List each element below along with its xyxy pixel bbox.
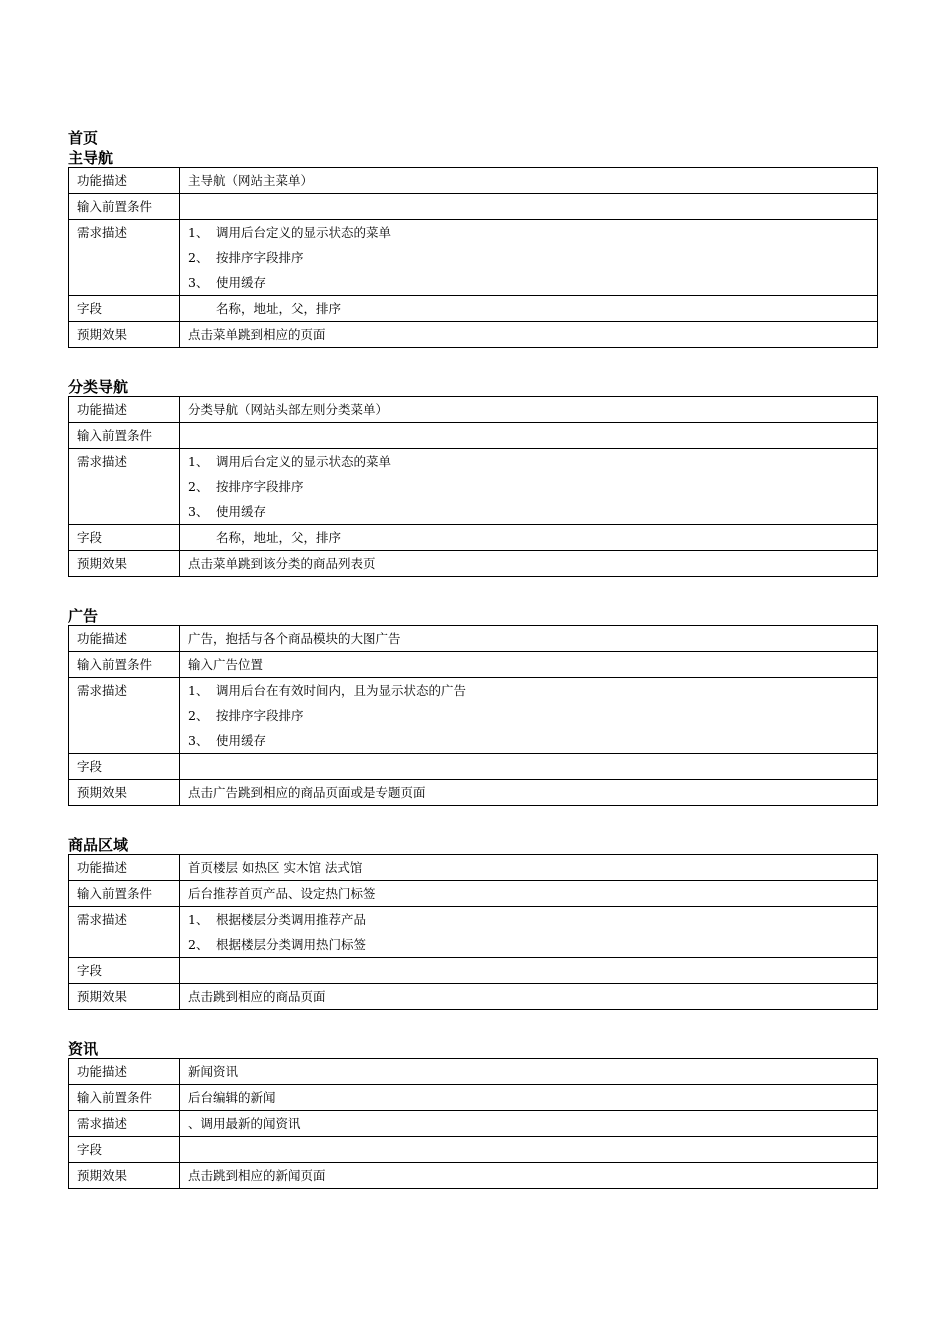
row-label: 输入前置条件 xyxy=(69,423,180,449)
requirement-item-number: 2、 xyxy=(188,708,209,723)
section-title: 广告 xyxy=(68,607,99,625)
expected-effect-row xyxy=(69,551,878,577)
row-label: 预期效果 xyxy=(69,780,180,806)
row-value xyxy=(180,194,878,220)
row-value xyxy=(180,322,878,348)
expected-effect-row xyxy=(69,984,878,1010)
requirement-item xyxy=(188,499,869,524)
row-label: 字段 xyxy=(69,525,180,551)
requirement-item-text: 使用缓存 xyxy=(216,504,267,519)
spec-section xyxy=(68,377,878,577)
requirement-item-number: 1、 xyxy=(188,225,209,240)
requirement-item-text: 调用后台在有效时间内，且为显示状态的广告 xyxy=(216,683,467,698)
row-label: 预期效果 xyxy=(69,551,180,577)
row-value xyxy=(180,1059,878,1085)
function-description-row xyxy=(69,626,878,652)
row-label: 预期效果 xyxy=(69,984,180,1010)
requirement-row xyxy=(69,220,878,296)
expected-effect-row xyxy=(69,780,878,806)
requirement-item-number: 2、 xyxy=(188,937,209,952)
requirement-item xyxy=(188,474,869,499)
field-row xyxy=(69,958,878,984)
expected-effect-row xyxy=(69,1163,878,1189)
spec-table xyxy=(68,167,878,348)
row-value xyxy=(180,551,878,577)
row-value xyxy=(180,652,878,678)
row-label: 预期效果 xyxy=(69,322,180,348)
requirement-item xyxy=(188,907,869,932)
row-label: 输入前置条件 xyxy=(69,1085,180,1111)
precondition-row xyxy=(69,881,878,907)
requirement-item-number: 3、 xyxy=(188,733,209,748)
requirement-item xyxy=(188,1111,869,1136)
row-label: 需求描述 xyxy=(69,449,180,525)
function-description-row xyxy=(69,168,878,194)
row-value xyxy=(180,626,878,652)
row-value-text: 名称，地址，父，排序 xyxy=(216,530,342,545)
field-row xyxy=(69,525,878,551)
requirement-item xyxy=(188,728,869,753)
row-label: 字段 xyxy=(69,1137,180,1163)
row-value-text: 首页楼层 如热区 实木馆 法式馆 xyxy=(188,860,363,875)
requirement-item-text: 、调用最新的闻资讯 xyxy=(188,1116,301,1131)
requirement-row xyxy=(69,449,878,525)
row-value-text: 点击广告跳到相应的商品页面或是专题页面 xyxy=(188,785,426,800)
requirement-item xyxy=(188,932,869,957)
section-gap xyxy=(68,1010,878,1039)
row-label: 预期效果 xyxy=(69,1163,180,1189)
requirement-item xyxy=(188,678,869,703)
requirement-item-text: 按排序字段排序 xyxy=(216,708,304,723)
row-value-text xyxy=(188,1142,216,1157)
requirement-item-number: 3、 xyxy=(188,275,209,290)
row-label: 功能描述 xyxy=(69,855,180,881)
row-value-text: 名称，地址，父，排序 xyxy=(216,301,342,316)
row-label: 需求描述 xyxy=(69,220,180,296)
row-value xyxy=(180,423,878,449)
requirement-item xyxy=(188,245,869,270)
section-title: 分类导航 xyxy=(68,378,129,396)
row-label: 字段 xyxy=(69,754,180,780)
spec-table xyxy=(68,396,878,577)
requirement-item-text: 根据楼层分类调用热门标签 xyxy=(216,937,367,952)
requirement-item xyxy=(188,220,869,245)
row-label: 输入前置条件 xyxy=(69,652,180,678)
requirement-item xyxy=(188,449,869,474)
row-value-text: 后台推荐首页产品、设定热门标签 xyxy=(188,886,376,901)
row-value-text: 点击跳到相应的新闻页面 xyxy=(188,1168,326,1183)
requirement-item-number: 3、 xyxy=(188,504,209,519)
requirement-row xyxy=(69,678,878,754)
row-label: 需求描述 xyxy=(69,678,180,754)
row-value xyxy=(180,168,878,194)
spec-table xyxy=(68,854,878,1010)
row-value xyxy=(180,1163,878,1189)
row-value-text: 点击跳到相应的商品页面 xyxy=(188,989,326,1004)
section-gap xyxy=(68,806,878,835)
row-value-text: 广告，抱括与各个商品模块的大图广告 xyxy=(188,631,401,646)
row-value xyxy=(180,881,878,907)
row-value-text xyxy=(188,963,216,978)
row-value-text: 分类导航（网站头部左则分类菜单） xyxy=(188,402,389,417)
requirement-item-number: 1、 xyxy=(188,912,209,927)
row-value-text: 主导航（网站主菜单） xyxy=(188,173,314,188)
section-gap xyxy=(68,577,878,606)
section-gap xyxy=(68,348,878,377)
requirement-item-text: 使用缓存 xyxy=(216,733,267,748)
row-value xyxy=(180,1085,878,1111)
requirement-list xyxy=(180,449,878,525)
precondition-row xyxy=(69,194,878,220)
function-description-row xyxy=(69,1059,878,1085)
row-label: 功能描述 xyxy=(69,626,180,652)
document-page xyxy=(68,128,878,1189)
row-value-text: 点击菜单跳到该分类的商品列表页 xyxy=(188,556,376,571)
requirement-item-number: 2、 xyxy=(188,479,209,494)
row-value xyxy=(180,1137,878,1163)
row-value xyxy=(180,296,878,322)
requirement-list xyxy=(180,220,878,296)
precondition-row xyxy=(69,423,878,449)
requirement-item-text: 按排序字段排序 xyxy=(216,250,304,265)
precondition-row xyxy=(69,652,878,678)
row-value xyxy=(180,397,878,423)
row-label: 功能描述 xyxy=(69,397,180,423)
row-label: 功能描述 xyxy=(69,1059,180,1085)
row-label: 字段 xyxy=(69,958,180,984)
requirement-item-text: 调用后台定义的显示状态的菜单 xyxy=(216,454,392,469)
row-value-text: 新闻资讯 xyxy=(188,1064,239,1079)
requirement-item-text: 根据楼层分类调用推荐产品 xyxy=(216,912,367,927)
row-label: 需求描述 xyxy=(69,1111,180,1137)
section-title: 商品区域 xyxy=(68,836,129,854)
spec-section xyxy=(68,1039,878,1189)
expected-effect-row xyxy=(69,322,878,348)
field-row xyxy=(69,754,878,780)
row-label: 字段 xyxy=(69,296,180,322)
requirement-item-number: 1、 xyxy=(188,683,209,698)
spec-section xyxy=(68,148,878,348)
requirement-item-text: 使用缓存 xyxy=(216,275,267,290)
page-title: 首页 xyxy=(68,129,99,147)
requirement-item-number: 1、 xyxy=(188,454,209,469)
precondition-row xyxy=(69,1085,878,1111)
function-description-row xyxy=(69,397,878,423)
spec-section xyxy=(68,606,878,806)
requirement-list xyxy=(180,1111,878,1137)
row-label: 功能描述 xyxy=(69,168,180,194)
row-value xyxy=(180,525,878,551)
field-row xyxy=(69,1137,878,1163)
row-value-text: 点击菜单跳到相应的页面 xyxy=(188,327,326,342)
requirement-item xyxy=(188,703,869,728)
row-label: 输入前置条件 xyxy=(69,881,180,907)
row-value-text: 输入广告位置 xyxy=(188,657,264,672)
row-value-text xyxy=(188,759,216,774)
function-description-row xyxy=(69,855,878,881)
row-value xyxy=(180,754,878,780)
spec-table xyxy=(68,625,878,806)
row-value xyxy=(180,780,878,806)
requirement-item-number: 2、 xyxy=(188,250,209,265)
section-title: 主导航 xyxy=(68,149,114,167)
field-row xyxy=(69,296,878,322)
row-value xyxy=(180,958,878,984)
requirement-list xyxy=(180,678,878,754)
section-title: 资讯 xyxy=(68,1040,99,1058)
spec-table xyxy=(68,1058,878,1189)
row-value-text: 后台编辑的新闻 xyxy=(188,1090,276,1105)
spec-section xyxy=(68,835,878,1010)
sections-container xyxy=(68,148,878,1189)
requirement-item-text: 调用后台定义的显示状态的菜单 xyxy=(216,225,392,240)
requirement-row xyxy=(69,907,878,958)
row-label: 需求描述 xyxy=(69,907,180,958)
requirement-row xyxy=(69,1111,878,1137)
requirement-item xyxy=(188,270,869,295)
requirement-list xyxy=(180,907,878,958)
requirement-item-text: 按排序字段排序 xyxy=(216,479,304,494)
row-label: 输入前置条件 xyxy=(69,194,180,220)
row-value xyxy=(180,855,878,881)
row-value xyxy=(180,984,878,1010)
